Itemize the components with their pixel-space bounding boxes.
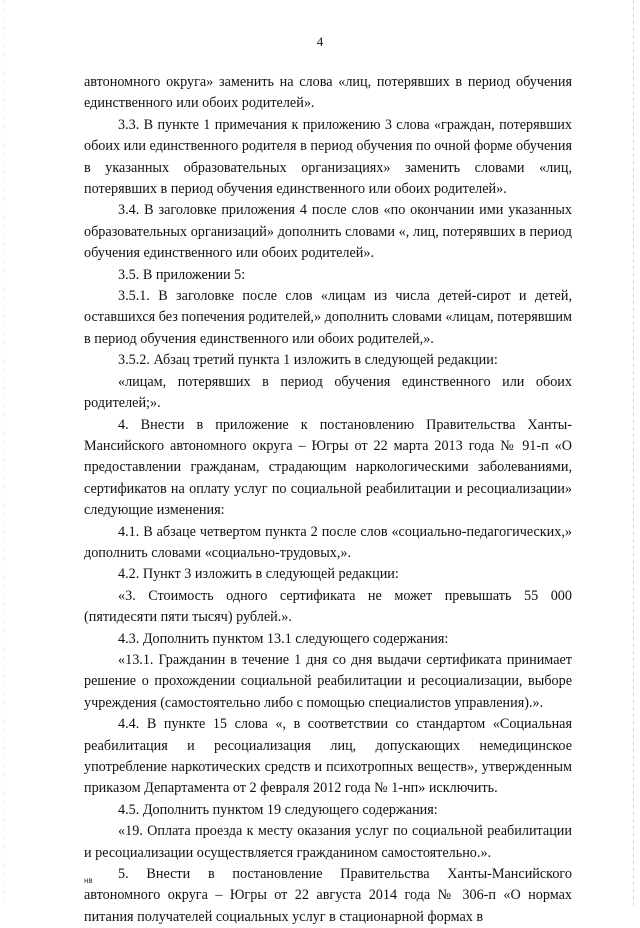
- scan-edge-left: [3, 0, 4, 905]
- paragraph: 3.5.1. В заголовке после слов «лицам из числа детей-сирот и детей, оставшихся без попечения родителей,» дополнить словами «лицам, потерявшим в период обучения единственного или обоих родителей,».: [84, 288, 572, 347]
- paragraph: 3.5.2. Абзац третий пункта 1 изложить в следующей редакции:: [118, 352, 498, 369]
- paragraph: 4.1. В абзаце четвертом пункта 2 после слов «социально-педагогических,» дополнить словами «социально-трудовых,».: [84, 523, 572, 561]
- paragraph: «13.1. Гражданин в течение 1 дня со дня выдачи сертификата принимает решение о прохождении социальной реабилитации и ресоциализации, выборе учреждения (самостоятельно либо с помощью специалистов управления).».: [84, 651, 572, 711]
- page-number: 4: [316, 34, 324, 49]
- footer-mark: нв: [84, 876, 93, 885]
- paragraph: 4.4. В пункте 15 слова «, в соответствии со стандартом «Социальная реабилитация и ресоциализация лиц, допускающих немедицинское употребление наркотических средств и психотропных веществ», утвержденным приказом Департамента от 2 февраля 2012 года № 1-нп» исключить.: [84, 716, 572, 797]
- scan-edge-right: [633, 0, 634, 905]
- paragraph: 3.5. В приложении 5:: [118, 266, 246, 283]
- paragraph: «3. Стоимость одного сертификата не может превышать 55 000 (пятидесяти пяти тысяч) рублей.».: [84, 587, 572, 626]
- paragraph: 4. Внести в приложение к постановлению Правительства Ханты-Мансийского автономного округа – Югры от 22 марта 2013 года № 91-п «О предоставлении гражданам, страдающим наркологическими заболеваниями, сертификатов на оплату услуг по социальной реабилитации и ресоциализации» следующие изменения:: [84, 416, 572, 519]
- paragraph: 4.5. Дополнить пунктом 19 следующего содержания:: [118, 801, 438, 818]
- paragraph: 3.4. В заголовке приложения 4 после слов «по окончании ими указанных образовательных организаций» дополнить словами «, лиц, потерявших в период обучения единственного или обоих родителей».: [84, 202, 572, 262]
- paragraph: 5. Внести в постановление Правительства Ханты-Мансийского автономного округа – Югры от 22 августа 2014 года № 306-п «О нормах питания получателей социальных услуг в стационарной формах в: [84, 866, 572, 925]
- paragraph: «лицам, потерявших в период обучения единственного или обоих родителей;».: [84, 373, 572, 412]
- paragraph: 3.3. В пункте 1 примечания к приложению 3 слова «граждан, потерявших обоих или единственного родителя в период обучения по очной форме обучения в указанных образовательных организациях» заменить словами «лиц, потерявших в период обучения единственного или обоих родителей».: [84, 116, 572, 198]
- paragraph: 4.2. Пункт 3 изложить в следующей редакции:: [118, 566, 399, 583]
- paragraph: 4.3. Дополнить пунктом 13.1 следующего содержания:: [118, 630, 449, 647]
- document-body: [84, 72, 572, 928]
- paragraph: автономного округа» заменить на слова «лиц, потерявших в период обучения единственного или обоих родителей».: [84, 74, 572, 112]
- paragraph: «19. Оплата проезда к месту оказания услуг по социальной реабилитации и ресоциализации осуществляется гражданином самостоятельно.».: [84, 823, 572, 861]
